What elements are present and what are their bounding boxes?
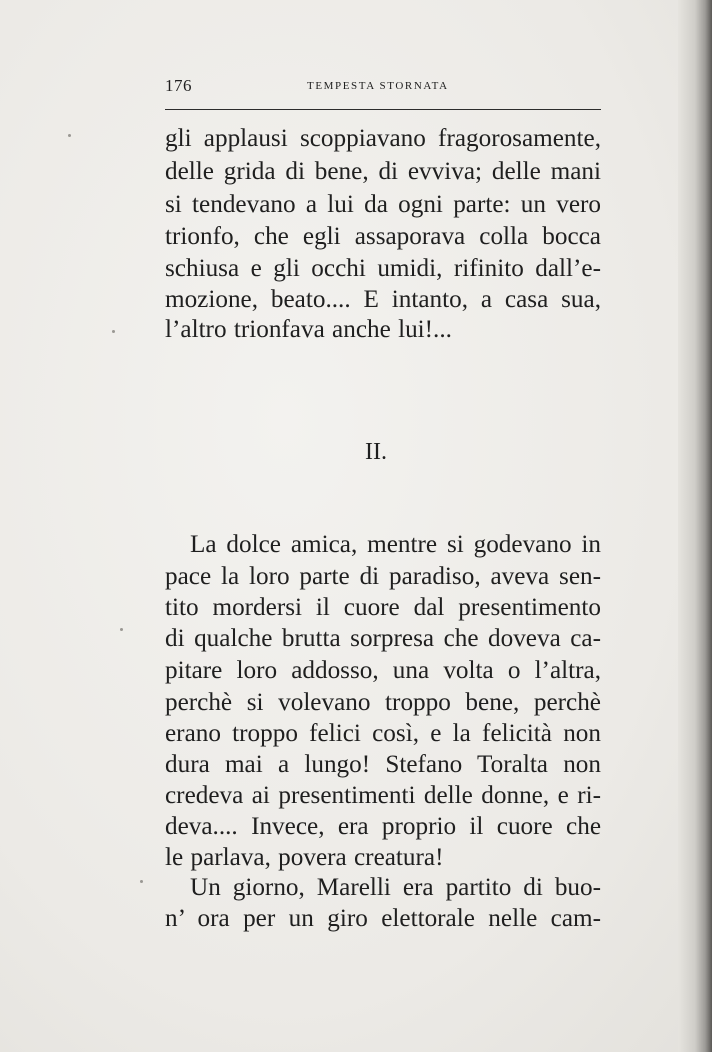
running-title: TEMPESTA STORNATA	[307, 80, 449, 92]
text-line: erano troppo felici così, e la felicità non	[165, 720, 601, 747]
text-line: l’altro trionfava anche lui!...	[165, 316, 452, 343]
chapter-heading: II.	[365, 439, 387, 465]
text-line: dura mai a lungo! Stefano Toralta non	[165, 751, 601, 778]
text-line: gli applausi scoppiavano fragorosamente,	[165, 125, 601, 152]
text-line: le parlava, povera creatura!	[165, 844, 444, 871]
text-line: credeva ai presentimenti delle donne, e ri-	[165, 782, 601, 809]
paper-speck	[140, 880, 143, 883]
text-line: schiusa e gli occhi umidi, rifinito dall’e-	[165, 255, 601, 282]
paper-speck	[68, 134, 71, 137]
text-line: Un giorno, Marelli era partito di buo-	[190, 874, 601, 901]
text-line: di qualche brutta sorpresa che doveva ca-	[165, 625, 601, 652]
text-line: perchè si volevano troppo bene, perchè	[165, 689, 601, 716]
text-line: pitare loro addosso, una volta o l’altra,	[165, 657, 601, 684]
header-rule	[165, 109, 601, 110]
text-line: tito mordersi il cuore dal presentimento	[165, 594, 601, 621]
text-line: si tendevano a lui da ogni parte: un vero	[165, 191, 601, 218]
text-line: n’ ora per un giro elettorale nelle cam-	[165, 905, 601, 932]
paper-speck	[112, 330, 115, 333]
text-line: trionfo, che egli assaporava colla bocca	[165, 223, 601, 250]
running-header	[165, 74, 599, 102]
text-line: La dolce amica, mentre si godevano in	[190, 531, 601, 558]
text-line: delle grida di bene, di evviva; delle mani	[165, 158, 601, 185]
page-edge-shadow	[678, 0, 712, 1052]
page-number: 176	[165, 76, 192, 95]
text-line: pace la loro parte di paradiso, aveva sen-	[165, 563, 601, 590]
text-line: deva.... Invece, era proprio il cuore che	[165, 813, 601, 840]
text-line: mozione, beato.... E intanto, a casa sua,	[165, 286, 601, 313]
paper-speck	[120, 628, 123, 631]
